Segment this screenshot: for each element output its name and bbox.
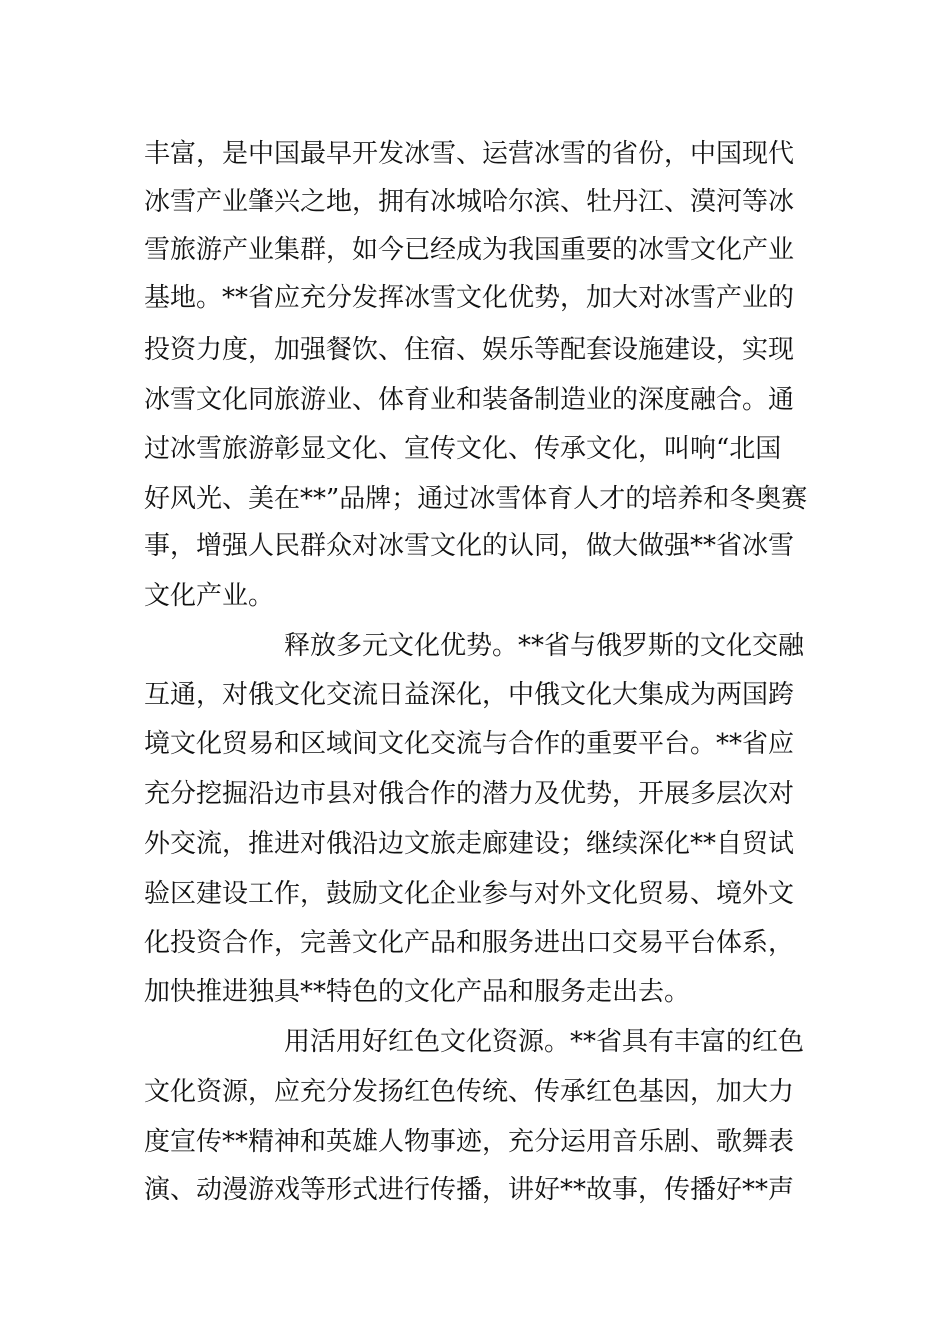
paragraph-heading-line: 用活用好红色文化资源。**省具有丰富的红色 — [284, 1027, 805, 1057]
text-line: 雪旅游产业集群，如今已经成为我国重要的冰雪文化产业 — [144, 235, 795, 265]
text-line: 验区建设工作，鼓励文化企业参与对外文化贸易、境外文 — [144, 879, 795, 909]
text-line: 化投资合作，完善文化产品和服务进出口交易平台体系， — [144, 928, 795, 958]
text-line: 基地。**省应充分发挥冰雪文化优势，加大对冰雪产业的 — [144, 283, 795, 313]
text-line: 丰富，是中国最早开发冰雪、运营冰雪的省份，中国现代 — [144, 139, 795, 169]
paragraph-heading-line: 释放多元文化优势。**省与俄罗斯的文化交融 — [284, 631, 805, 661]
text-line: 度宣传**精神和英雄人物事迹，充分运用音乐剧、歌舞表 — [144, 1127, 795, 1157]
text-line: 事，增强人民群众对冰雪文化的认同，做大做强**省冰雪 — [144, 531, 795, 561]
text-line: 加快推进独具**特色的文化产品和服务走出去。 — [144, 977, 691, 1007]
text-line: 文化资源，应充分发扬红色传统、传承红色基因，加大力 — [144, 1077, 795, 1107]
text-line: 外交流，推进对俄沿边文旅走廊建设；继续深化**自贸试 — [144, 829, 795, 859]
text-line: 冰雪文化同旅游业、体育业和装备制造业的深度融合。通 — [144, 385, 795, 415]
text-line: 境文化贸易和区域间文化交流与合作的重要平台。**省应 — [144, 729, 795, 759]
text-line: 文化产业。 — [144, 581, 275, 611]
text-line: 充分挖掘沿边市县对俄合作的潜力及优势，开展多层次对 — [144, 779, 795, 809]
text-line: 好风光、美在**”品牌；通过冰雪体育人才的培养和冬奥赛 — [144, 484, 808, 514]
text-line: 过冰雪旅游彰显文化、宣传文化、传承文化，叫响“北国 — [144, 434, 782, 464]
text-line: 互通，对俄文化交流日益深化，中俄文化大集成为两国跨 — [144, 680, 795, 710]
text-line: 冰雪产业肇兴之地，拥有冰城哈尔滨、牡丹江、漠河等冰 — [144, 187, 795, 217]
text-line: 演、动漫游戏等形式进行传播，讲好**故事，传播好**声 — [144, 1175, 795, 1205]
text-line: 投资力度，加强餐饮、住宿、娱乐等配套设施建设，实现 — [144, 335, 795, 365]
